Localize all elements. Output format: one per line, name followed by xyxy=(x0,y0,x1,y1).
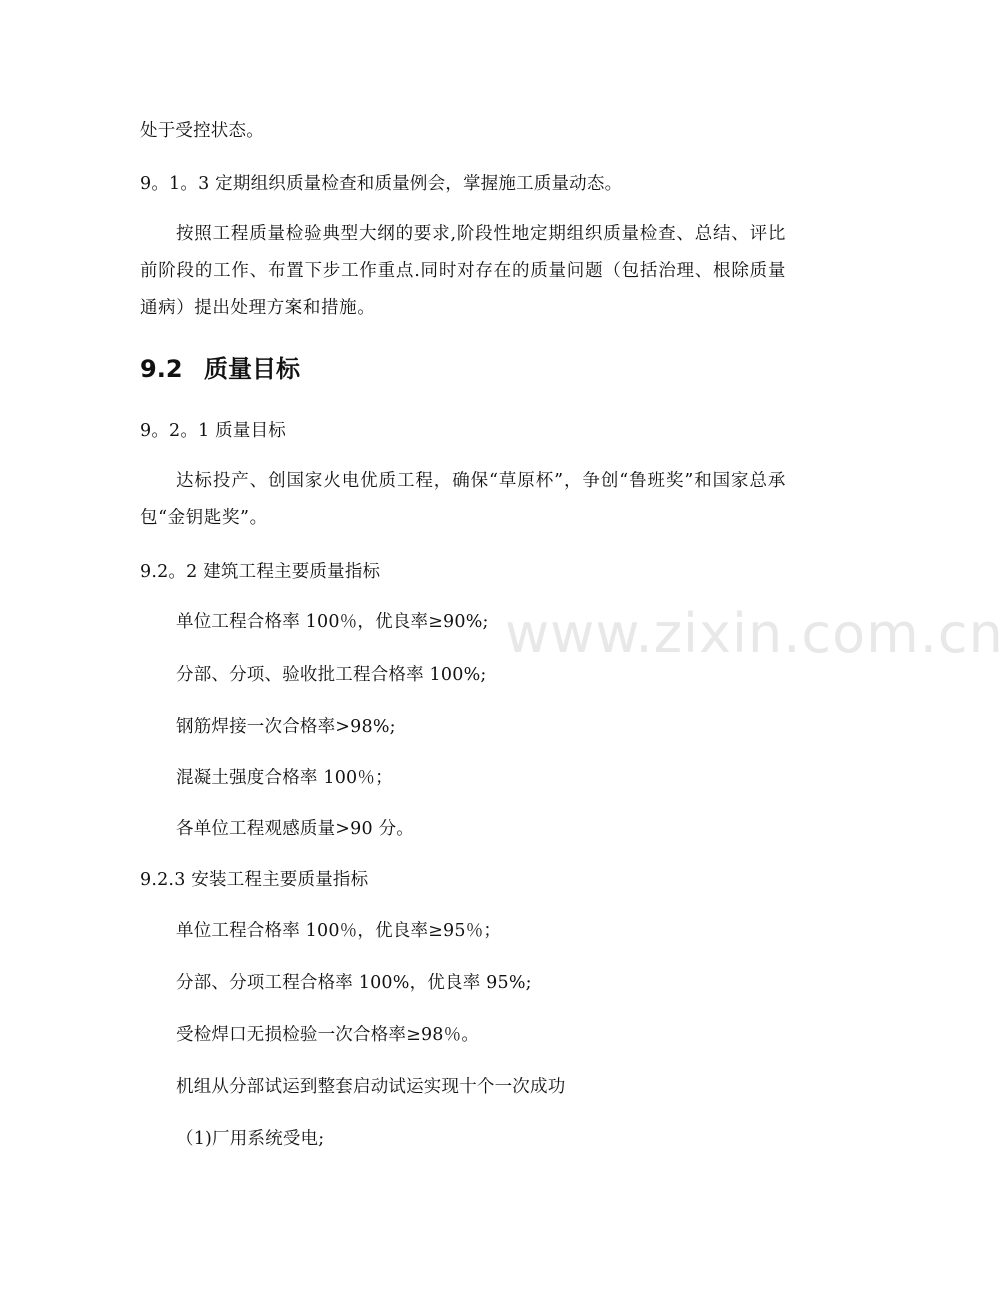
list-item: 混凝土强度合格率 100％； xyxy=(176,768,393,788)
list-item: 单位工程合格率 100％，优良率≥90%; xyxy=(176,612,489,632)
subsection-heading-9-2-2: 9.2。2 建筑工程主要质量指标 xyxy=(140,562,381,582)
list-item: 分部、分项、验收批工程合格率 100%; xyxy=(176,665,487,685)
list-item: （1)厂用系统受电; xyxy=(176,1129,325,1149)
list-item: 各单位工程观感质量>90 分。 xyxy=(176,819,414,839)
list-item: 分部、分项工程合格率 100%，优良率 95%; xyxy=(176,973,532,993)
list-item: 单位工程合格率 100％，优良率≥95％； xyxy=(176,921,502,941)
watermark: www.zixin.com.cn xyxy=(505,602,1004,665)
paragraph-inspection: 按照工程质量检验典型大纲的要求,阶段性地定期组织质量检查、总结、评比前阶段的工作、布置下步工作重点.同时对存在的质量问题（包括治理、根除质量通病）提出处理方案和措施。 xyxy=(140,224,786,318)
section-heading-9-2 xyxy=(140,354,300,384)
subsection-heading-9-2-3: 9.2.3 安装工程主要质量指标 xyxy=(140,870,369,890)
subsection-heading-9-1-3: 9。1。3 定期组织质量检查和质量例会，掌握施工质量动态。 xyxy=(140,174,623,194)
section-number: 9.2 xyxy=(140,355,183,383)
section-title: 质量目标 xyxy=(204,355,300,383)
paragraph-quality-goal: 达标投产、创国家火电优质工程，确保“草原杯”，争创“鲁班奖”和国家总承包“金钥匙奖”。 xyxy=(140,471,786,528)
list-item: 钢筋焊接一次合格率>98%; xyxy=(176,717,396,737)
list-item: 机组从分部试运到整套启动试运实现十个一次成功 xyxy=(176,1077,566,1097)
text-line: 处于受控状态。 xyxy=(140,121,264,141)
subsection-heading-9-2-1: 9。2。1 质量目标 xyxy=(140,421,286,441)
list-item: 受检焊口无损检验一次合格率≥98％。 xyxy=(176,1025,480,1045)
